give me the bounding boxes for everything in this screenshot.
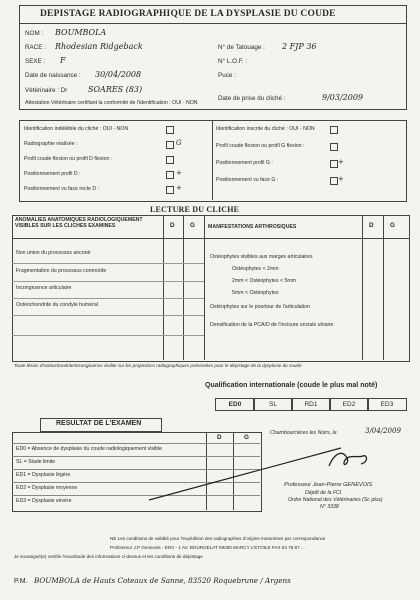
identification-right-item: Positionnement vu face G :: [216, 177, 279, 183]
anomaly-row: Ostéochondrite du condyle huméral: [16, 302, 98, 308]
owner-value: BOUMBOLA de Hauts Coteaux de Sanne, 83520 Roquebrune / Argens: [34, 576, 291, 585]
arthrosis-row: Ostéophytes < 2mm: [232, 266, 279, 272]
identification-right-item: Identification inscrite du cliché : OUI - NON: [216, 126, 315, 132]
row-separator: [12, 281, 204, 282]
result-col-g: G: [244, 434, 249, 441]
identification-left-item: Positionnement vu face recte D :: [24, 186, 99, 192]
result-row: ED0 = Absence de dysplasie du coude radiologiquement visible: [16, 446, 163, 452]
arthrosis-header: MANIFESTATIONS ARTHROSIQUES: [208, 224, 297, 230]
dob-label: Date de naissance :: [25, 72, 81, 79]
lecture-divider: [204, 215, 205, 360]
xray-date-label: Date de prise du cliché :: [218, 95, 286, 102]
signature-place-label: Chambourcières les Noirs, le: [270, 430, 337, 436]
checkbox[interactable]: [166, 126, 174, 134]
lecture-footnote: Toute lésion d'ostéochondrite/Incongruence visible sur les projections radiographiques présentées pour le dépistage de la dysplasie du coude: [14, 363, 302, 368]
qualification-title: Qualification internationale (coude le plus mal noté): [205, 382, 378, 389]
identification-left-mark: +: [176, 184, 182, 192]
row-separator: [12, 335, 204, 336]
footer-line: Je soussigné(e) certifie l'exactitude des informations ci-dessus et les conditions de dépistage: [14, 554, 203, 559]
tattoo-label: N° de Tatouage :: [218, 44, 265, 51]
identification-left-mark: +: [176, 169, 182, 177]
anomaly-row: Non union du processus anconé: [16, 250, 91, 256]
result-row: ED1 = Dysplasie légère: [16, 472, 71, 478]
anomaly-row: Fragmentation du processus coronoïde: [16, 268, 107, 274]
arthrosis-row: Ostéophytes visibles aux marges articulaires: [210, 254, 313, 260]
identification-right-mark: +: [338, 175, 344, 183]
race-label: RACE :: [25, 44, 46, 51]
checkbox[interactable]: [166, 141, 174, 149]
name-label: NOM :: [25, 30, 44, 37]
signature-date-value: 3/04/2009: [365, 427, 401, 435]
dob-value: 30/04/2008: [95, 70, 142, 79]
grade-cell[interactable]: SL: [253, 398, 293, 411]
result-col-d: D: [217, 434, 222, 441]
owner-label: P.M.: [14, 578, 28, 585]
grade-cell[interactable]: ED0: [215, 398, 255, 411]
identification-right-mark: +: [338, 158, 344, 166]
lecture-left-col-g: G: [190, 222, 195, 229]
identification-right-item: Profil coude flexion ou profil G flexion :: [216, 143, 305, 149]
sex-label: SEXE :: [25, 58, 46, 65]
checkbox[interactable]: [166, 156, 174, 164]
race-value: Rhodesian Ridgeback: [55, 42, 143, 51]
arthrosis-row: Ostéophytes sur le pourtour de l'articulation: [210, 304, 310, 310]
checkbox[interactable]: [330, 126, 338, 134]
name-value: BOUMBOLA: [55, 28, 107, 37]
document-title: DEPISTAGE RADIOGRAPHIQUE DE LA DYSPLASIE DU COUDE: [40, 9, 336, 19]
signature-name: Professeur Jean-Pierre GENEVOIS: [284, 482, 373, 488]
result-row: SL = Stade limite: [16, 459, 56, 465]
lecture-title: LECTURE DU CLICHE: [150, 205, 240, 214]
identification-left-mark: G: [176, 139, 182, 147]
tattoo-value: 2 FJP 36: [282, 42, 317, 51]
lecture-right-col-d: D: [369, 222, 374, 229]
vet-value: SOARES (83): [88, 85, 143, 94]
lecture-header-line: [12, 238, 409, 239]
lecture-left-col-line-2: [183, 215, 184, 360]
row-separator: [12, 263, 204, 264]
attestation-text: Attestation Vétérinaire certifiant la conformité de l'identification : OUI - NON: [25, 100, 198, 106]
xray-date-value: 9/03/2009: [322, 93, 364, 102]
lecture-right-col-g: G: [390, 222, 395, 229]
checkbox[interactable]: [166, 171, 174, 179]
grade-cell[interactable]: RD1: [291, 398, 331, 411]
identification-left-item: Positionnement profil D :: [24, 171, 81, 177]
arthrosis-row: Densification de la PCA/D de l'incisure unciale ulnaire: [210, 322, 334, 328]
lecture-right-col-line-1: [362, 215, 363, 360]
lof-label: N° L.O.F. :: [218, 58, 248, 65]
lecture-left-col-line-1: [163, 215, 164, 360]
signature-line-2: Dépôt de la FCI: [305, 490, 342, 496]
identification-left-item: Profil coude flexion ou profil D flexion :: [24, 156, 113, 162]
checkbox[interactable]: [166, 186, 174, 194]
grade-cell[interactable]: ED2: [329, 398, 369, 411]
arthrosis-row: 2mm < Ostéophytes < 5mm: [232, 278, 297, 284]
identification-right-item: Positionnement profil G :: [216, 160, 273, 166]
checkbox[interactable]: [330, 177, 338, 185]
signature-line-4: N° 3338: [320, 504, 339, 510]
row-separator: [12, 315, 204, 316]
signature-line-3: Ordre National des Vétérinaires (Sc plus): [288, 497, 383, 503]
result-row: ED2 = Dysplasie moyenne: [16, 485, 78, 491]
checkbox[interactable]: [330, 160, 338, 168]
lecture-right-col-line-2: [383, 215, 384, 360]
row-separator: [12, 298, 204, 299]
arthrosis-row: 5mm < Ostéophytes: [232, 290, 279, 296]
anomalies-header: ANOMALIES ANATOMIQUES RADIOLOGIQUEMENT VISIBLES SUR LES CLICHES EXAMINES: [15, 217, 143, 229]
identification-left-item: Radiographie réalisée :: [24, 141, 78, 147]
strike-line: [145, 440, 345, 505]
identification-divider: [212, 120, 213, 200]
anomaly-row: Incongruence articulaire: [16, 285, 72, 291]
footer-line: NE Les conditions de validité pour l'expédition des radiographies d'origine transmises par correspondance: [110, 536, 326, 541]
result-row: ED3 = Dysplasie sévère: [16, 498, 72, 504]
sex-value: F: [60, 56, 66, 65]
title-divider: [19, 23, 406, 24]
lecture-left-col-d: D: [170, 222, 175, 229]
grade-cell[interactable]: ED3: [367, 398, 407, 411]
identification-left-item: Identification indélébile du cliché : OUI - NON: [24, 126, 129, 132]
vet-label: Vétérinaire : Dr: [25, 87, 68, 94]
result-title: RESULTAT DE L'EXAMEN: [56, 420, 142, 427]
checkbox[interactable]: [330, 143, 338, 151]
footer-line: Professeur J.P Genevois - ENV - 1 AV. BOURGELAT 69280 MARCY L'ETOILE FAX 04 78 87 ...: [110, 545, 305, 550]
chip-label: Puce :: [218, 72, 236, 79]
